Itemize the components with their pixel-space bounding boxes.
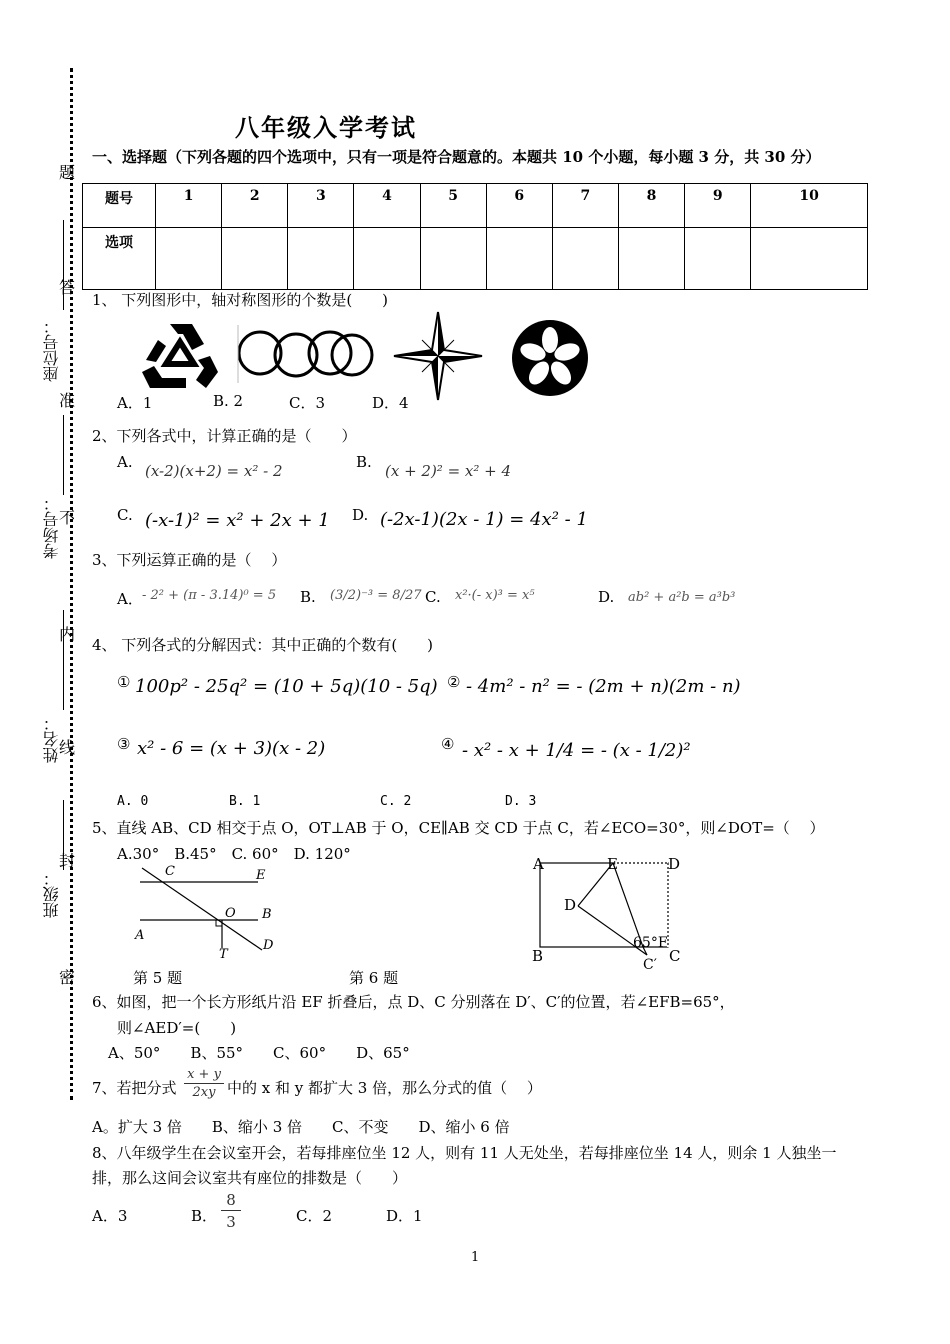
answer-cell[interactable]: [751, 228, 868, 290]
table-row: [83, 228, 868, 290]
fig5-caption: 第 5 题: [133, 969, 183, 987]
q3-label-a: A．: [117, 590, 143, 608]
fig6-label-d: D: [668, 855, 681, 873]
fig6-label-f: 65°F: [633, 935, 668, 951]
q4-mark-2: ②: [447, 673, 461, 691]
seal-char: 准: [59, 391, 76, 410]
q3-label-d: D.: [598, 588, 615, 606]
seal-char: 答: [59, 278, 76, 297]
answer-cell[interactable]: [222, 228, 288, 290]
q8-option-b-fraction: [221, 1190, 241, 1233]
answer-cell[interactable]: [486, 228, 552, 290]
fig6-caption: 第 6 题: [349, 969, 399, 987]
q4-mark-4: ④: [441, 735, 455, 753]
q3-expr-a: - 2² + (π - 3.14)⁰ = 5: [142, 588, 277, 603]
q1-stem: 1、 下列图形中，轴对称图形的个数是( ): [92, 291, 389, 309]
q7-frac-num: x + y: [184, 1066, 224, 1084]
recycle-figure: [140, 320, 220, 392]
q2-expr-b: (x + 2)² = x² + 4: [385, 462, 512, 480]
q3-expr-d: ab² + a²b = a³b³: [628, 590, 736, 605]
number-cell: 5: [420, 184, 486, 228]
fig6-label-b: B: [532, 947, 544, 965]
seat-underline: [63, 220, 64, 310]
q1-option-a: A．1: [117, 394, 153, 412]
number-cell: 8: [618, 184, 684, 228]
q3-expr-c: x²·(- x)³ = x⁵: [455, 588, 535, 603]
q8-stem: 8、八年级学生在会议室开会，若每排座位坐 12 人，则有 11 人无处坐，若每排座位坐 14 人，则余 1 人独坐一: [92, 1144, 837, 1162]
q6-stem-2: 则∠AED′=( ): [117, 1019, 237, 1037]
q4-stem: 4、 下列各式的分解因式：其中正确的个数有( ): [92, 636, 434, 654]
row-label-cell: 选项: [83, 228, 156, 290]
q8-option-a: A．3: [92, 1207, 128, 1225]
answer-cell[interactable]: [552, 228, 618, 290]
number-cell: 4: [354, 184, 420, 228]
number-cell: 6: [486, 184, 552, 228]
class-underline: [63, 800, 64, 870]
q7-options: A。扩大 3 倍 B、缩小 3 倍 C、不变 D、缩小 6 倍: [92, 1118, 510, 1136]
fig6-label-c: C: [669, 947, 681, 965]
q4-mark-1: ①: [117, 673, 131, 691]
q8-stem-2: 排，那么这间会议室共有座位的排数是（ ）: [92, 1169, 408, 1187]
number-cell: 2: [222, 184, 288, 228]
q2-label-c: C.: [117, 506, 133, 524]
q3-label-b: B.: [300, 588, 316, 606]
seal-char: 题: [59, 163, 76, 182]
q1-option-b: B. 2: [213, 392, 244, 410]
fig5-label-e: E: [256, 868, 266, 883]
fig5-label-a: A: [135, 928, 145, 943]
fig5-label-o: O: [225, 906, 236, 921]
fig5-label-c: C: [165, 864, 175, 879]
number-cell: 9: [685, 184, 751, 228]
q7-frac-den: 2xy: [192, 1085, 216, 1100]
answer-cell[interactable]: [618, 228, 684, 290]
q2-label-d: D.: [352, 506, 369, 524]
fig6-label-cprime: C′: [643, 957, 657, 973]
q2-stem: 2、下列各式中，计算正确的是（ ）: [92, 427, 357, 445]
q5-options: A.30° B.45° C. 60° D. 120°: [117, 845, 351, 863]
seal-dotted-line: [70, 68, 73, 1100]
q8-option-c: C．2: [296, 1207, 333, 1225]
q4-option-b: B. 1: [229, 794, 261, 809]
q8-frac-num: 8: [221, 1190, 241, 1211]
class-label: 班级：: [42, 870, 61, 918]
q1-option-d: D．4: [372, 394, 409, 412]
q4-expr-1: 100p² - 25q² = (10 + 5q)(10 - 5q): [135, 676, 438, 697]
q6-figure: [535, 858, 675, 968]
q7-fraction: [184, 1066, 224, 1101]
number-cell: 1: [156, 184, 222, 228]
q8-option-d: D．1: [386, 1207, 423, 1225]
room-label: 考场号：: [42, 495, 61, 559]
fig5-label-d: D: [263, 938, 274, 953]
fig6-label-e: E: [607, 855, 618, 873]
q3-stem: 3、下列运算正确的是（ ）: [92, 551, 287, 569]
name-underline: [63, 610, 64, 710]
q6-options: A、50° B、55° C、60° D、65°: [108, 1044, 410, 1062]
answer-cell[interactable]: [420, 228, 486, 290]
q4-option-d: D. 3: [505, 794, 537, 809]
q1-option-c: C．3: [289, 394, 326, 412]
section-heading: 一、选择题（下列各题的四个选项中，只有一项是符合题意的。本题共 10 个小题，每小题 3 分，共 30 分）: [92, 148, 821, 166]
answer-table: [82, 183, 868, 290]
seat-label: 座位号：: [42, 318, 61, 382]
answer-cell[interactable]: [288, 228, 354, 290]
q7-stem-pre: 7、若把分式: [92, 1079, 177, 1097]
q4-option-c: C. 2: [380, 794, 412, 809]
number-cell: 10: [751, 184, 868, 228]
q4-option-a: A. 0: [117, 794, 149, 809]
flower-circle-figure: [510, 318, 590, 398]
page-title: 八年级入学考试: [235, 113, 417, 142]
q2-label-a: A.: [117, 453, 133, 471]
seal-char: 内: [59, 625, 76, 644]
room-underline: [63, 415, 64, 495]
q4-expr-4: - x² - x + 1/4 = - (x - 1/2)²: [462, 740, 691, 761]
fig5-label-b: B: [262, 907, 272, 922]
q2-expr-a: (x-2)(x+2) = x² - 2: [145, 462, 283, 480]
seal-char: 线: [59, 738, 76, 757]
q6-stem: 6、如图，把一个长方形纸片沿 EF 折叠后，点 D、C 分别落在 D′、C′的位置，若∠EFB=65°，: [92, 993, 735, 1011]
q5-stem: 5、直线 AB、CD 相交于点 O，OT⊥AB 于 O，CE∥AB 交 CD 于点 C，若∠ECO=30°，则∠DOT=（ ）: [92, 819, 825, 837]
compass-star-figure: [392, 310, 484, 402]
q2-expr-d: (-2x-1)(2x - 1) = 4x² - 1: [380, 509, 588, 530]
q2-label-b: B.: [356, 453, 372, 471]
answer-cell[interactable]: [685, 228, 751, 290]
number-cell: 3: [288, 184, 354, 228]
seal-char: 封: [59, 851, 76, 870]
fig6-label-dprime: D: [564, 896, 577, 914]
answer-cell[interactable]: [354, 228, 420, 290]
olympic-rings-figure: [236, 323, 376, 385]
seal-char: 不: [59, 508, 76, 527]
q4-mark-3: ③: [117, 735, 131, 753]
fig5-label-t: T: [219, 947, 228, 962]
name-label: 姓名：: [42, 715, 61, 763]
number-cell: 7: [552, 184, 618, 228]
q2-expr-c: (-x-1)² = x² + 2x + 1: [145, 510, 330, 531]
page-number: 1: [471, 1250, 480, 1265]
answer-cell[interactable]: [156, 228, 222, 290]
fig6-label-a: A: [533, 855, 544, 873]
q8-option-b-label: B．: [191, 1207, 218, 1225]
q3-label-c: C.: [425, 588, 441, 606]
q7-stem-post: 中的 x 和 y 都扩大 3 倍，那么分式的值（ ）: [227, 1079, 542, 1097]
header-cell: 题号: [83, 184, 156, 228]
q4-expr-2: - 4m² - n² = - (2m + n)(2m - n): [466, 676, 741, 697]
seal-char: 密: [59, 968, 76, 987]
q8-frac-den: 3: [226, 1213, 236, 1231]
q4-expr-3: x² - 6 = (x + 3)(x - 2): [137, 738, 326, 759]
q3-expr-b: (3/2)⁻³ = 8/27: [330, 588, 422, 603]
table-row: [83, 184, 868, 228]
